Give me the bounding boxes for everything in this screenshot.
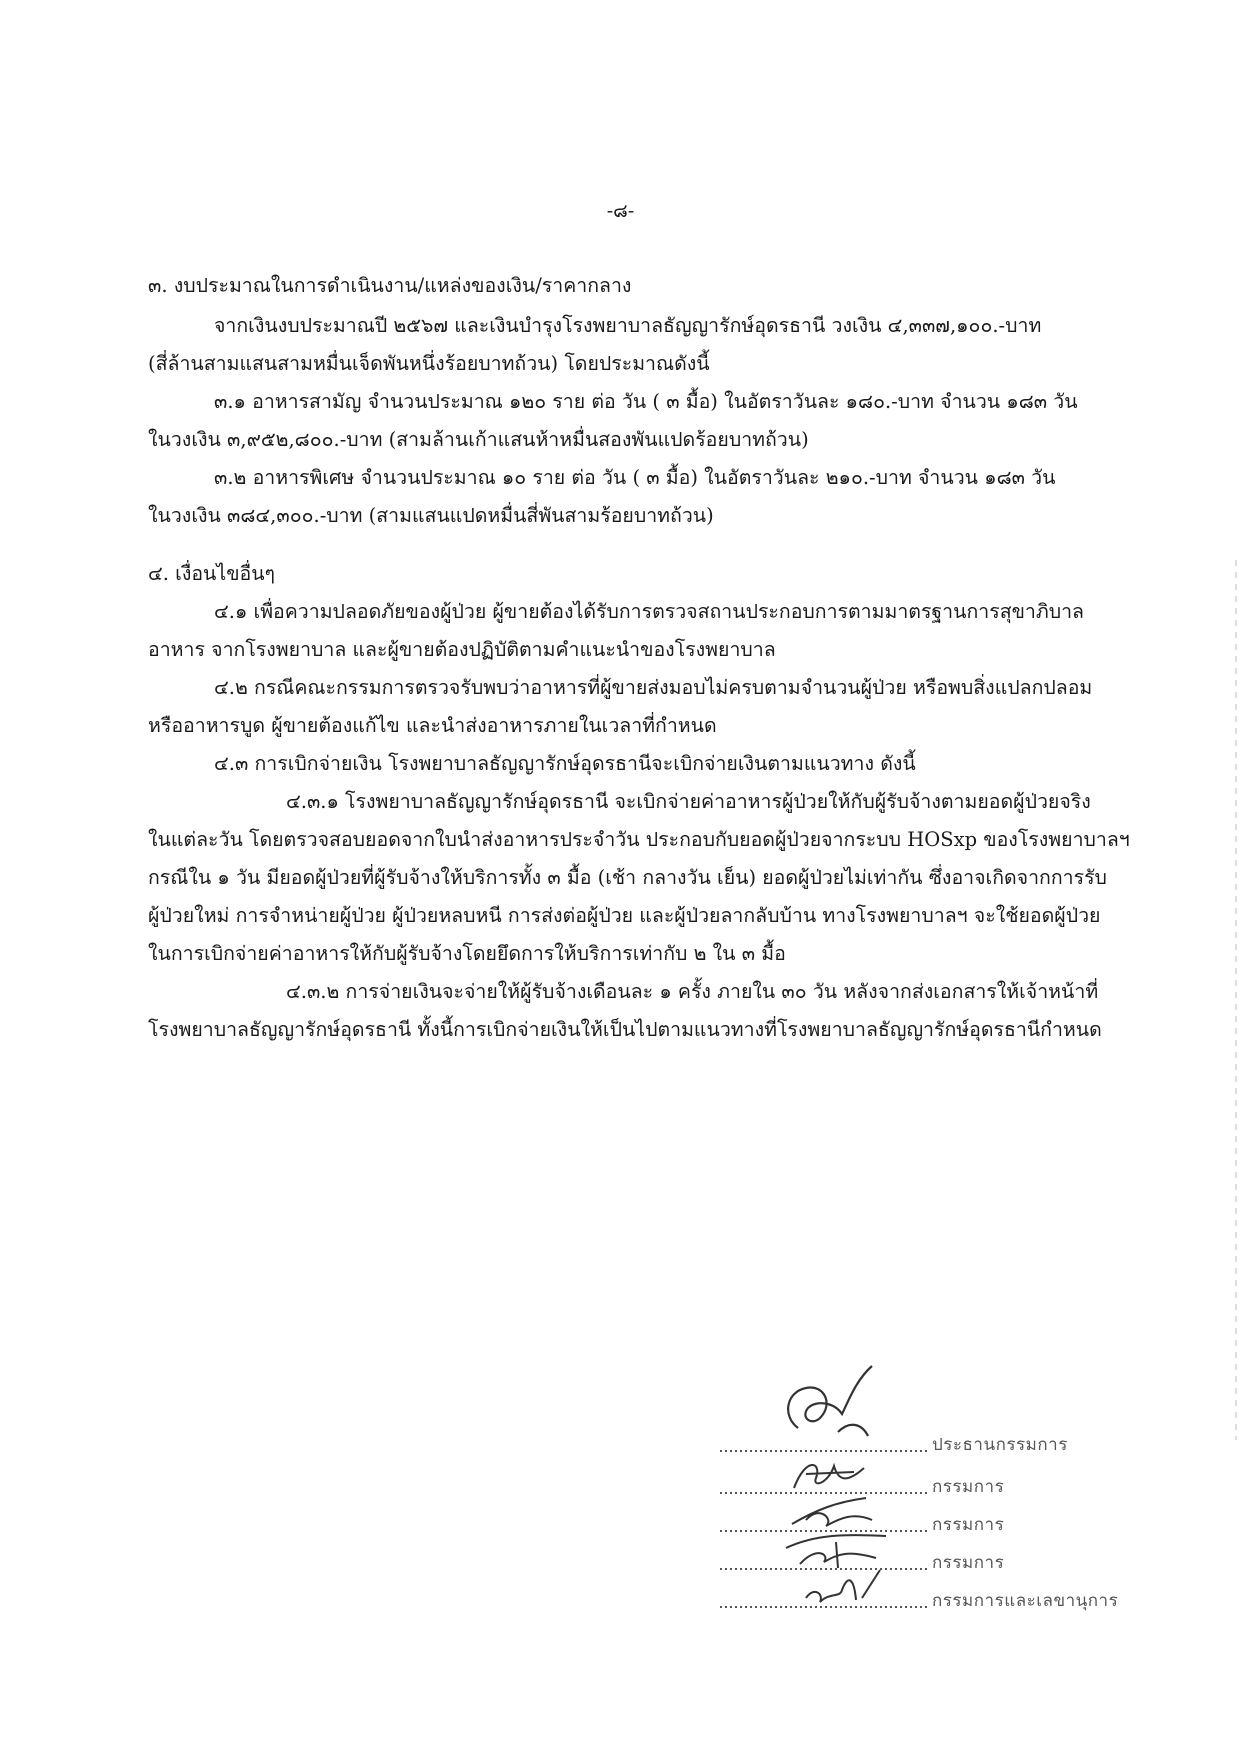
condition-4-3-1-line2: ในแต่ละวัน โดยตรวจสอบยอดจากใบนำส่งอาหารประจำวัน ประกอบกับยอดผู้ป่วยจากระบบ HOSxp ของโรงพยาบาลฯ — [148, 828, 1130, 851]
signature-mark-secretary — [796, 1564, 896, 1610]
signature-row-secretary — [716, 1584, 1136, 1614]
signature-title: ประธานกรรมการ — [932, 1435, 1068, 1455]
condition-4-1-line2: อาหาร จากโรงพยาบาล และผู้ขายต้องปฏิบัติตามคำแนะนำของโรงพยาบาล — [148, 638, 776, 661]
condition-4-3-1-line5: ในการเบิกจ่ายค่าอาหารให้กับผู้รับจ้างโดยยึดการให้บริการเท่ากับ ๒ ใน ๓ มื้อ — [148, 942, 786, 965]
signature-line — [720, 1606, 930, 1608]
condition-4-3-2-line1: ๔.๓.๒ การจ่ายเงินจะจ่ายให้ผู้รับจ้างเดือนละ ๑ ครั้ง ภายใน ๓๐ วัน หลังจากส่งเอกสารให้เจ้าหน้าที่ — [286, 980, 1099, 1003]
condition-4-2-line2: หรืออาหารบูด ผู้ขายต้องแก้ไข และนำส่งอาหารภายในเวลาที่กำหนด — [148, 714, 717, 737]
scan-edge-artifact — [1235, 560, 1237, 1440]
condition-4-2-line1: ๔.๒ กรณีคณะกรรมการตรวจรับพบว่าอาหารที่ผู้ขายส่งมอบไม่ครบตามจำนวนผู้ป่วย หรือพบสิ่งแปลกปลอม — [214, 676, 1093, 699]
condition-4-3-2-line2: โรงพยาบาลธัญญารักษ์อุดรธานี ทั้งนี้การเบิกจ่ายเงินให้เป็นไปตามแนวทางที่โรงพยาบาลธัญญารักษ์อุดรธานีกำหนด — [148, 1018, 1102, 1041]
condition-4-3-1-line3: กรณีใน ๑ วัน มียอดผู้ป่วยที่ผู้รับจ้างให้บริการทั้ง ๓ มื้อ (เช้า กลางวัน เย็น) ยอดผู้ป่วยไม่เท่ากัน ซึ่งอาจเกิดจากการรับ — [148, 866, 1107, 889]
section-3-heading: ๓. งบประมาณในการดำเนินงาน/แหล่งของเงิน/ราคากลาง — [148, 274, 632, 297]
condition-4-3-1-line1: ๔.๓.๑ โรงพยาบาลธัญญารักษ์อุดรธานี จะเบิกจ่ายค่าอาหารผู้ป่วยให้กับผู้รับจ้างตามยอดผู้ป่วยจริง — [286, 790, 1091, 813]
condition-4-3-1-line4: ผู้ป่วยใหม่ การจำหน่ายผู้ป่วย ผู้ป่วยหลบหนี การส่งต่อผู้ป่วย และผู้ป่วยลากลับบ้าน ทางโรงพยาบาลฯ จะใช้ยอดผู้ป่วย — [148, 904, 1101, 927]
signature-title: กรรมการและเลขานุการ — [932, 1591, 1119, 1611]
signature-title: กรรมการ — [932, 1553, 1005, 1573]
signature-title: กรรมการ — [932, 1515, 1005, 1535]
signature-mark-chairman — [776, 1358, 886, 1454]
item-3-1-line2: ในวงเงิน ๓,๙๕๒,๘๐๐.-บาท (สามล้านเก้าแสนห้าหมื่นสองพันแปดร้อยบาทถ้วน) — [148, 428, 809, 451]
section-3-intro-line1: จากเงินงบประมาณปี ๒๕๖๗ และเงินบำรุงโรงพยาบาลธัญญารักษ์อุดรธานี วงเงิน ๔,๓๓๗,๑๐๐.-บาท — [214, 314, 1042, 337]
item-3-1-line1: ๓.๑ อาหารสามัญ จำนวนประมาณ ๑๒๐ ราย ต่อ วัน ( ๓ มื้อ) ในอัตราวันละ ๑๘๐.-บาท จำนวน ๑๘๓ วัน — [214, 390, 1078, 413]
page-number: -๘- — [606, 200, 635, 222]
signature-title: กรรมการ — [932, 1477, 1005, 1497]
condition-4-3-line1: ๔.๓ การเบิกจ่ายเงิน โรงพยาบาลธัญญารักษ์อุดรธานีจะเบิกจ่ายเงินตามแนวทาง ดังนี้ — [214, 752, 916, 775]
item-3-2-line2: ในวงเงิน ๓๘๔,๓๐๐.-บาท (สามแสนแปดหมื่นสี่พันสามร้อยบาทถ้วน) — [148, 504, 714, 527]
section-3-intro-line2: (สี่ล้านสามแสนสามหมื่นเจ็ดพันหนึ่งร้อยบาทถ้วน) โดยประมาณดังนี้ — [148, 352, 710, 375]
signature-row-member-3 — [716, 1546, 1136, 1576]
signature-block — [716, 1340, 1136, 1630]
section-4-heading: ๔. เงื่อนไขอื่นๆ — [148, 562, 276, 585]
item-3-2-line1: ๓.๒ อาหารพิเศษ จำนวนประมาณ ๑๐ ราย ต่อ วัน ( ๓ มื้อ) ในอัตราวันละ ๒๑๐.-บาท จำนวน ๑๘๓ วัน — [214, 466, 1056, 489]
condition-4-1-line1: ๔.๑ เพื่อความปลอดภัยของผู้ป่วย ผู้ขายต้องได้รับการตรวจสถานประกอบการตามมาตรฐานการสุขาภิบาล — [214, 600, 1085, 623]
